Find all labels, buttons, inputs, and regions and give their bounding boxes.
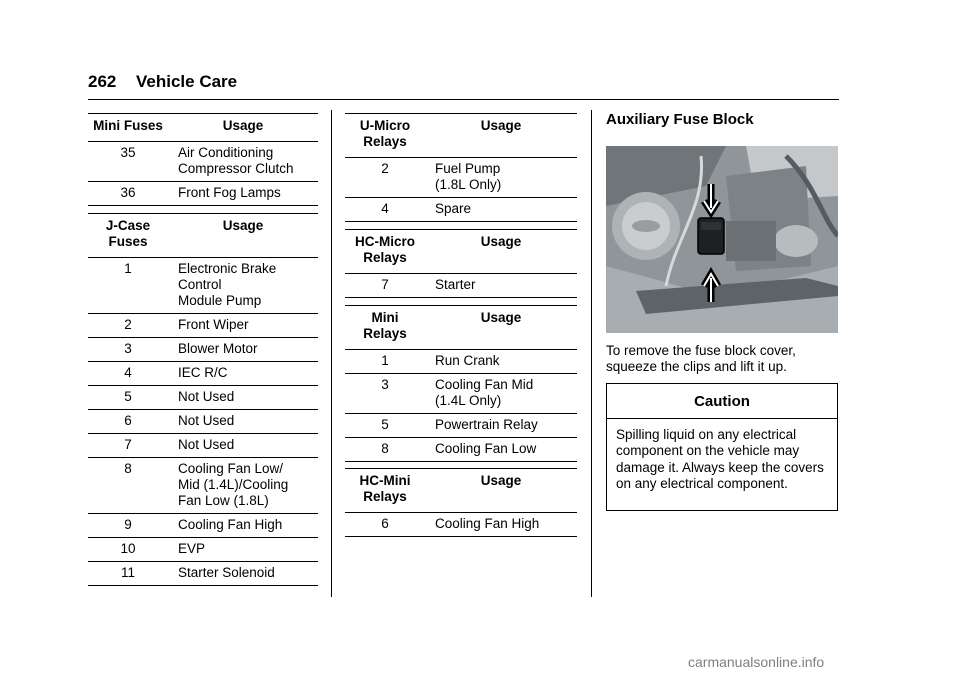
fuse-number: 5 [345, 414, 425, 438]
fuse-number: 36 [88, 182, 168, 206]
aux-instruction-text: To remove the fuse block cover, squeeze the clips and lift it up. [606, 343, 796, 374]
table-row [345, 438, 577, 462]
watermark: carmanualsonline.info [688, 654, 825, 670]
table-row [88, 410, 318, 434]
fuse-number: 6 [345, 513, 425, 537]
column-header-id: U-Micro Relays [345, 114, 425, 158]
table-header-row [345, 469, 577, 513]
fuse-usage: Starter Solenoid [168, 562, 318, 586]
header-rule [88, 99, 839, 100]
fuse-usage: Front Wiper [168, 314, 318, 338]
fuse-usage: Run Crank [425, 350, 577, 374]
fuse-number: 8 [88, 458, 168, 514]
column-header-id: HC-Micro Relays [345, 230, 425, 274]
fuse-number: 4 [345, 198, 425, 222]
fuse-usage: IEC R/C [168, 362, 318, 386]
caution-text: Spilling liquid on any electrical component on the vehicle may damage it. Always keep the covers on any electrical component. [616, 427, 824, 492]
page-header [88, 72, 237, 92]
column-divider-left [331, 110, 332, 597]
caution-box [606, 383, 838, 511]
table-row [345, 513, 577, 537]
fuse-number: 8 [345, 438, 425, 462]
hcmini-relays-table [345, 468, 577, 537]
fuse-number: 3 [345, 374, 425, 414]
column-header-usage: Usage [168, 214, 318, 258]
fuse-usage: Front Fog Lamps [168, 182, 318, 206]
fuse-usage: Cooling Fan High [168, 514, 318, 538]
page-number: 262 [88, 72, 117, 91]
column-header-id: Mini Relays [345, 306, 425, 350]
fuse-usage: Starter [425, 274, 577, 298]
mini-fuses-table [88, 113, 318, 206]
table-row [88, 338, 318, 362]
table-row [88, 434, 318, 458]
fuse-usage: Not Used [168, 410, 318, 434]
fuse-number: 6 [88, 410, 168, 434]
table-row [345, 374, 577, 414]
fuse-usage: Cooling Fan High [425, 513, 577, 537]
fuse-usage: Fuel Pump (1.8L Only) [425, 158, 577, 198]
fuse-number: 4 [88, 362, 168, 386]
section-title: Vehicle Care [136, 72, 238, 91]
fuse-number: 2 [88, 314, 168, 338]
column-header-usage: Usage [425, 230, 577, 274]
jcase-fuses-table [88, 213, 318, 586]
fuse-number: 9 [88, 514, 168, 538]
fuse-usage: Air Conditioning Compressor Clutch [168, 142, 318, 182]
fuse-usage: Cooling Fan Low/ Mid (1.4L)/Cooling Fan Low (1.8L) [168, 458, 318, 514]
fuse-usage: Cooling Fan Mid (1.4L Only) [425, 374, 577, 414]
table-header-row [345, 306, 577, 350]
column-header-id: Mini Fuses [88, 114, 168, 142]
table-row [88, 386, 318, 410]
table-row [345, 414, 577, 438]
table-row [88, 562, 318, 586]
table-row [88, 142, 318, 182]
fuse-number: 3 [88, 338, 168, 362]
column-header-usage: Usage [425, 306, 577, 350]
aux-fuse-block-title: Auxiliary Fuse Block [606, 111, 754, 128]
fuse-usage: Powertrain Relay [425, 414, 577, 438]
table-header-row [345, 114, 577, 158]
table-row [345, 274, 577, 298]
fuse-usage: Not Used [168, 386, 318, 410]
table-row [88, 458, 318, 514]
fuse-number: 10 [88, 538, 168, 562]
fuse-number: 35 [88, 142, 168, 182]
table-header-row [88, 114, 318, 142]
table-row [88, 514, 318, 538]
hcmicro-relays-table [345, 229, 577, 298]
fuse-number: 2 [345, 158, 425, 198]
fuse-usage: Electronic Brake Control Module Pump [168, 258, 318, 314]
column-header-usage: Usage [425, 469, 577, 513]
fuse-usage: Cooling Fan Low [425, 438, 577, 462]
fuse-number: 7 [345, 274, 425, 298]
table-row [88, 314, 318, 338]
table-row [345, 158, 577, 198]
table-header-row [345, 230, 577, 274]
column-header-id: HC-Mini Relays [345, 469, 425, 513]
column-header-usage: Usage [168, 114, 318, 142]
fuse-number: 1 [345, 350, 425, 374]
table-header-row [88, 214, 318, 258]
table-row [88, 538, 318, 562]
fuse-number: 11 [88, 562, 168, 586]
caution-title: Caution [607, 384, 837, 419]
table-row [345, 198, 577, 222]
umicro-relays-table [345, 113, 577, 222]
column-header-usage: Usage [425, 114, 577, 158]
table-row [88, 258, 318, 314]
column-header-id: J-Case Fuses [88, 214, 168, 258]
fuse-usage: Spare [425, 198, 577, 222]
column-divider-right [591, 110, 592, 597]
aux-fuse-block-photo [606, 146, 838, 333]
fuse-number: 7 [88, 434, 168, 458]
table-row [345, 350, 577, 374]
table-row [88, 182, 318, 206]
mini-relays-table [345, 305, 577, 462]
fuse-number: 1 [88, 258, 168, 314]
fuse-number: 5 [88, 386, 168, 410]
fuse-usage: EVP [168, 538, 318, 562]
fuse-usage: Not Used [168, 434, 318, 458]
fuse-usage: Blower Motor [168, 338, 318, 362]
table-row [88, 362, 318, 386]
